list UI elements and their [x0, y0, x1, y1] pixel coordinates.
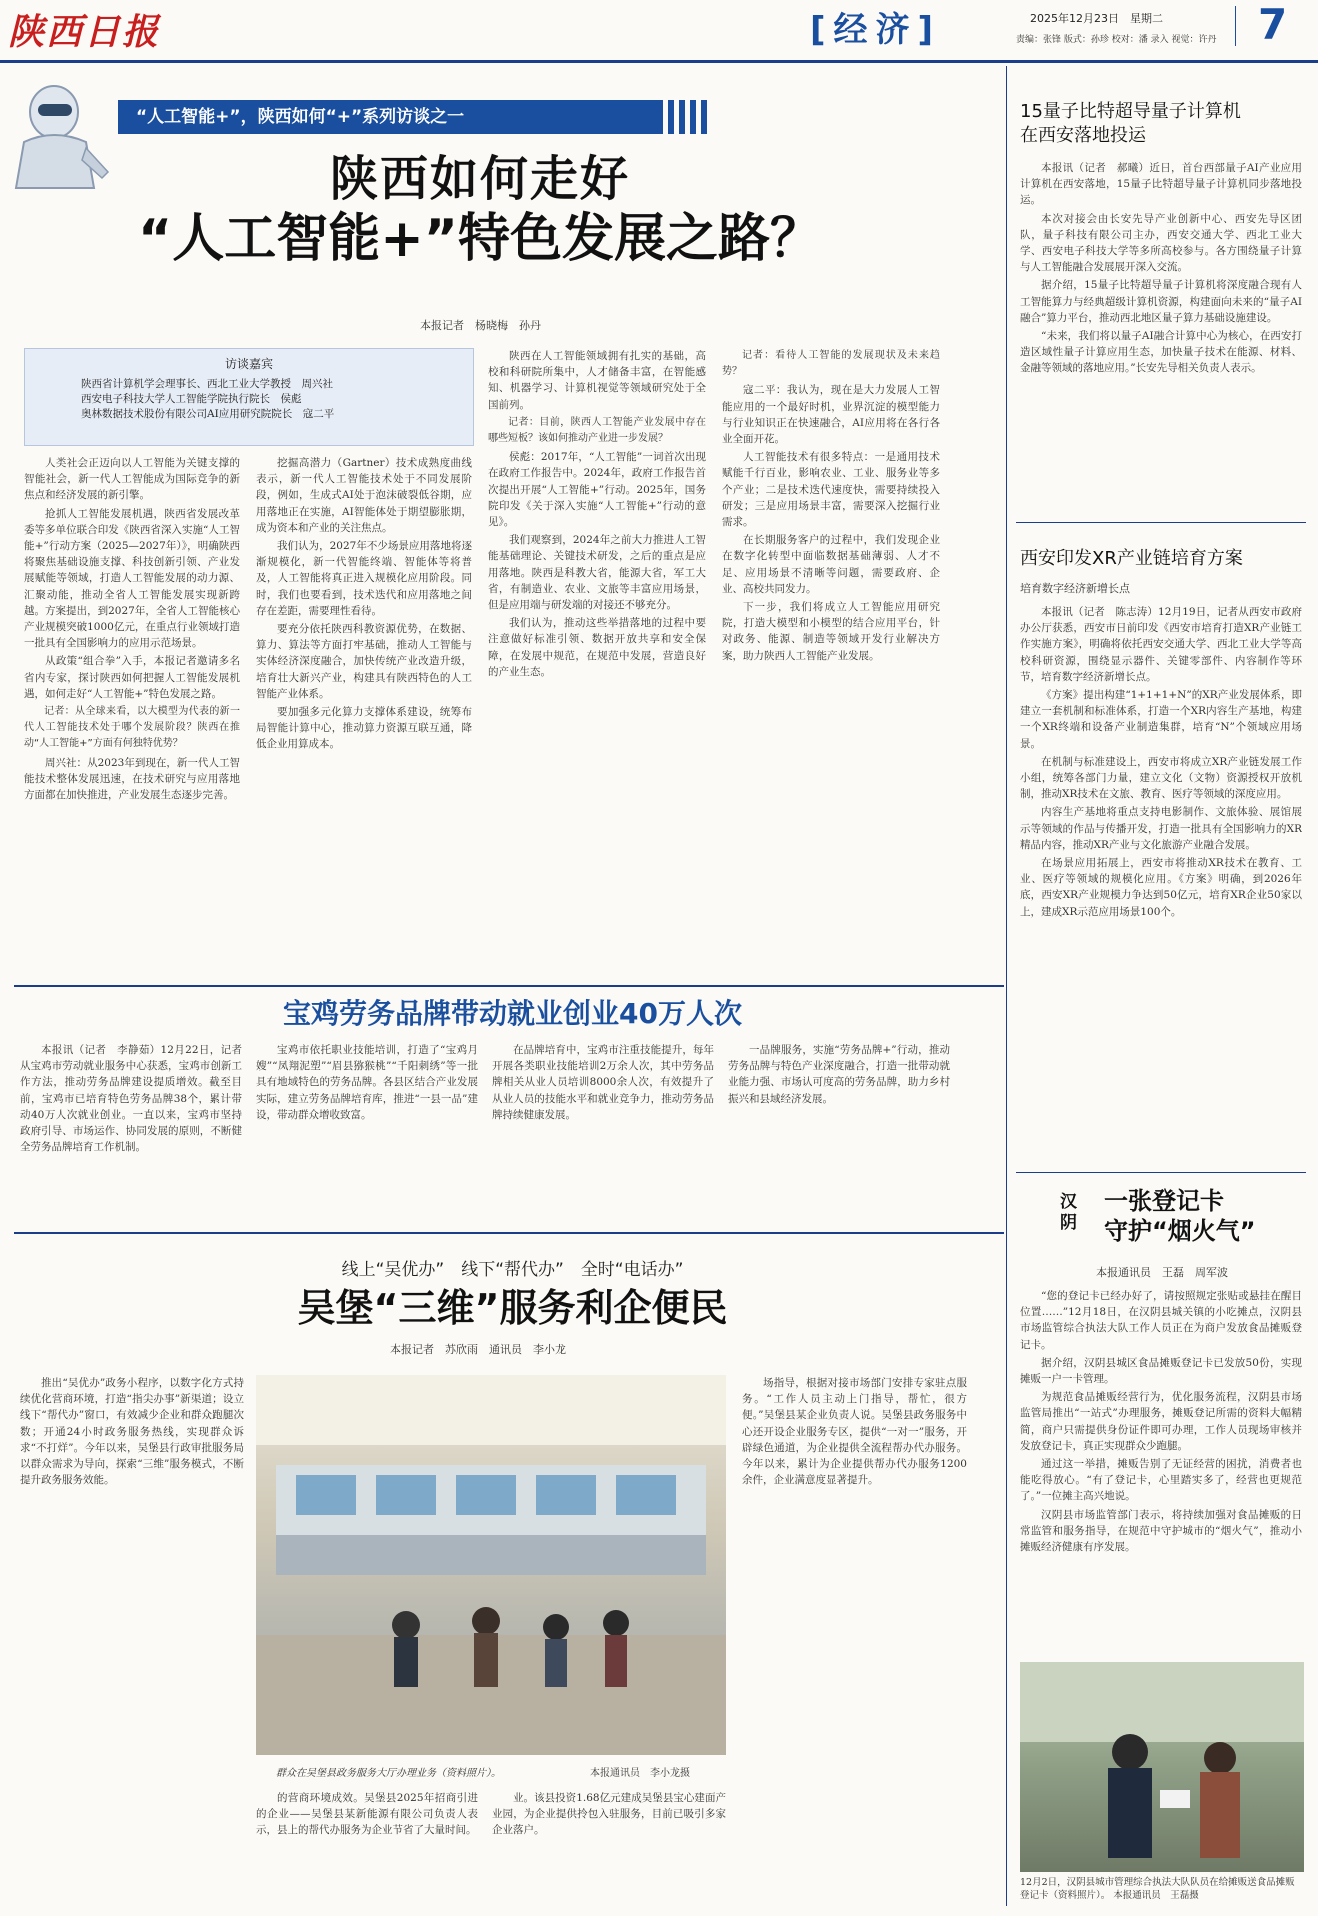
stripe	[679, 100, 685, 134]
article-paragraph: 《方案》提出构建“1+1+1+N”的XR产业发展体系，即建立一套机制和标准体系，打造一个XR内容生产基地，构建一个XR终端和设备产业制造集群，培育“N”个领域应用场景。	[1020, 689, 1302, 750]
stripe	[668, 100, 674, 134]
article-question: 记者：目前，陕西人工智能产业发展中存在哪些短板？该如何推动产业进一步发展？	[488, 416, 706, 445]
article-paragraph: “您的登记卡已经办好了，请按照规定张贴或悬挂在醒目位置……”12月18日，在汉阴县城关镇的小吃摊点，汉阴县市场监管综合执法大队工作人员正在为商户发放食品摊贩登记卡。	[1020, 1290, 1302, 1351]
wubao-column-2-bottom	[256, 1790, 478, 1905]
baoji-column-4	[728, 1042, 950, 1222]
photo-credit-text: 本报通讯员 王磊摄	[1113, 1890, 1199, 1901]
article-paragraph: 内容生产基地将重点支持电影制作、文旅体验、展馆展示等领域的作品与传播开发，打造一批具有全国影响力的XR精品内容，推动XR产业与文化旅游产业融合发展。	[1020, 806, 1302, 851]
article-paragraph: 要充分依托陕西科教资源优势，在数据、算力、算法等方面打牢基础，推动人工智能与实体经济深度融合，加快传统产业改造升级，培育壮大新兴产业，构建具有陕西特色的人工智能产业体系。	[256, 623, 472, 700]
hanyin-body	[1020, 1288, 1302, 1656]
series-banner	[118, 100, 663, 134]
article-paragraph: 我们观察到，2024年之前大力推进人工智能基础理论、关键技术研发，之后的重点是应用落地。陕西是科教大省，能源大省，军工大省，有制造业、农业、文旅等丰富应用场景，但是应用端与研发端的对接还不够充分。	[488, 534, 706, 612]
article-paragraph: 据介绍，汉阴县城区食品摊贩登记卡已发放50份，实现摊贩一户一卡管理。	[1020, 1356, 1302, 1386]
date-text: 2025年12月23日	[1030, 12, 1119, 25]
section-bracket-left: [	[810, 10, 834, 50]
masthead-rule	[0, 60, 1318, 63]
baoji-column-1	[20, 1042, 242, 1222]
lead-column-3	[488, 348, 706, 975]
article-paragraph: 场指导，根据对接市场部门安排专家驻点服务。“工作人员主动上门指导，帮忙，很方便。”吴堡县某企业负责人说。吴堡县政务服务中心还开设企业服务专区，提供“一对一”服务，开辟绿色通道，为企业提供全流程帮办代办服务。今年以来，累计为企业提供帮办代办服务1200余件，企业满意度显著提升。	[742, 1377, 967, 1487]
guests-heading: 访谈嘉宾	[224, 357, 273, 371]
article-paragraph: “未来，我们将以量子AI融合计算中心为核心，在西安打造区域性量子计算应用生态，加快量子技术在能源、材料、金融等领域的落地应用。”长安先导相关负责人表示。	[1020, 330, 1302, 375]
guest-item: 西安电子科技大学人工智能学院执行院长 侯彪	[81, 393, 302, 405]
hanyin-headline-line1: 一张登记卡	[1104, 1187, 1224, 1215]
article-paragraph: 在品牌培育中，宝鸡市注重技能提升，每年开展各类职业技能培训2万余人次，其中劳务品牌相关从业人员培训8000余人次，有效提升了从业人员的技能水平和就业竞争力，推动劳务品牌持续健康发展。	[492, 1044, 714, 1121]
article-question: 记者：从全球来看，以大模型为代表的新一代人工智能技术处于哪个发展阶段？陕西在推动“人工智能+”方面有何独特优势？	[24, 706, 240, 750]
place-name: 汉阴	[1060, 1192, 1077, 1233]
article-paragraph: 汉阴县市场监管部门表示，将持续加强对食品摊贩的日常监管和服务指导，在规范中守护城市的“烟火气”，推动小摊贩经济健康有序发展。	[1020, 1508, 1302, 1554]
hanyin-headline	[1104, 1186, 1256, 1246]
wubao-column-1	[20, 1375, 244, 1905]
section-name: 经济	[833, 10, 918, 50]
wubao-photo-credit: 本报通讯员 李小龙摄	[590, 1768, 690, 1779]
article-paragraph: 在机制与标准建设上，西安市将成立XR产业链发展工作小组，统筹各部门力量，建立文化（文物）资源授权开放机制，推动XR技术在文旅、教育、医疗等领域的深度应用。	[1020, 755, 1302, 801]
article-paragraph: 侯彪：2017年，“人工智能”一词首次出现在政府工作报告中。2024年，政府工作报告首次提出开展“人工智能+”行动。2025年，国务院印发《关于深入实施“人工智能+”行动的意见》。	[488, 451, 706, 529]
guests-box	[24, 348, 474, 446]
article-paragraph: 的营商环境成效。吴堡县2025年招商引进的企业——吴堡县某新能源有限公司负责人表示，县上的帮代办服务为企业节省了大量时间。	[256, 1792, 478, 1837]
hanyin-photo	[1020, 1662, 1304, 1872]
article-paragraph: 要加强多元化算力支撑体系建设，统筹布局智能计算中心，推动算力资源互联互通，降低企业用算成本。	[256, 706, 472, 751]
article-paragraph: 推出“吴优办”政务小程序，以数字化方式持续优化营商环境，打造“指尖办事”新渠道；设立线下“帮代办”窗口，有效减少企业和群众跑腿次数；开通24小时政务服务热线，实现群众诉求“不打烊”。今年以来，吴堡县行政审批服务局以群众需求为导向，探索“三维”服务模式，不断提升政务服务效能。	[20, 1377, 244, 1487]
article-paragraph: 下一步，我们将成立人工智能应用研究院，打造大模型和小模型的结合应用平台，针对政务、能源、制造等领域开发行业解决方案，助力陕西人工智能产业发展。	[722, 601, 940, 662]
photo-caption-text: 12月2日，汉阴县城市管理综合执法大队队员在给摊贩送食品摊贩登记卡（资料照片）。	[1020, 1877, 1295, 1901]
page-number: 7	[1258, 0, 1288, 49]
xr-body	[1020, 604, 1302, 1104]
wubao-column-4	[742, 1375, 967, 1905]
baoji-column-3	[492, 1042, 714, 1222]
wubao-byline: 本报记者 苏欣雨 通讯员 李小龙	[390, 1343, 566, 1356]
lead-headline-line1: 陕西如何走好	[329, 151, 630, 207]
quantum-headline-line2: 在西安落地投运	[1020, 125, 1146, 146]
robot-illustration	[4, 80, 114, 190]
article-paragraph: 本次对接会由长安先导产业创新中心、西安先导区团队，量子科技有限公司主办，西安交通大学、西北工业大学、西安电子科技大学等多所高校参与。各方围绕量子计算与人工智能融合发展展开深入交流。	[1020, 212, 1302, 274]
quantum-headline-line1: 15量子比特超导量子计算机	[1020, 101, 1241, 122]
issue-date	[1030, 10, 1163, 26]
wubao-kicker: 线上“吴优办” 线下“帮代办” 全时“电话办”	[341, 1260, 684, 1280]
article-paragraph: 本报讯（记者 陈志涛）12月19日，记者从西安市政府办公厅获悉，西安市日前印发《西安市培育打造XR产业链工作实施方案》，明确将依托西安交通大学、西北工业大学等高校科研资源，围绕显示器件、关键零部件、内容制作等环节，培育数字经济新增长点。	[1020, 606, 1302, 683]
lead-headline-line2: “人工智能+”特色发展之路？	[138, 209, 822, 269]
hanyin-byline: 本报通讯员 王磊 周军波	[1096, 1266, 1228, 1279]
baoji-headline: 宝鸡劳务品牌带动就业创业40万人次	[283, 997, 742, 1030]
article-paragraph: 宝鸡市依托职业技能培训，打造了“宝鸡月嫂”“凤翔泥塑”“眉县猕猴桃”“千阳刺绣”等一批具有地域特色的劳务品牌。各县区结合产业发展实际，建立劳务品牌培育库，推进“一县一品”建设，带动群众增收致富。	[256, 1044, 478, 1121]
page-divider	[1235, 6, 1236, 46]
article-paragraph: 从政策“组合拳”入手，本报记者邀请多名省内专家，探讨陕西如何把握人工智能发展机遇，如何走好“人工智能+”特色发展之路。	[24, 655, 240, 700]
article-paragraph: 据介绍，15量子比特超导量子计算机将深度融合现有人工智能算力与经典超级计算机资源，构建面向未来的“量子AI融合”算力平台，推动西北地区量子算力基础设施建设。	[1020, 279, 1302, 324]
series-banner-stripes	[668, 100, 708, 134]
section-rule	[14, 1232, 1004, 1234]
hanyin-place	[1060, 1192, 1082, 1234]
wubao-photo	[256, 1375, 726, 1755]
lead-headline	[110, 150, 850, 270]
hanyin-photo-caption	[1020, 1876, 1304, 1902]
baoji-column-2	[256, 1042, 478, 1222]
xr-headline: 西安印发XR产业链培育方案	[1020, 548, 1243, 569]
article-paragraph: 挖掘高潜力（Gartner）技术成熟度曲线表示，新一代人工智能技术处于不同发展阶段，例如，生成式AI处于泡沫破裂低谷期，应用落地正在实施，AI智能体处于期望膨胀期，成为资本和产业的关注焦点。	[256, 457, 472, 534]
lead-column-2	[256, 455, 472, 975]
section-badge	[810, 2, 941, 51]
guest-item: 奥林数据技术股份有限公司AI应用研究院院长 寇二平	[81, 408, 335, 420]
guests-list	[81, 377, 334, 422]
guest-item: 陕西省计算机学会理事长、西北工业大学教授 周兴社	[81, 378, 333, 390]
lead-byline: 本报记者 杨晓梅 孙丹	[420, 319, 541, 332]
article-paragraph: 人工智能技术有很多特点：一是通用技术赋能千行百业，影响农业、工业、服务业等多个产业；二是技术迭代速度快，需要持续投入研发；三是应用场景丰富，需要深入挖掘行业需求。	[722, 451, 940, 529]
hanyin-headline-line2: 守护“烟火气”	[1104, 1217, 1256, 1245]
article-paragraph: 为规范食品摊贩经营行为，优化服务流程，汉阴县市场监管局推出“一站式”办理服务，摊贩登记所需的资料大幅精简，商户只需提供身份证件即可办理，工作人员现场审核并发放登记卡，真正实现群众少跑腿。	[1020, 1391, 1302, 1452]
wubao-column-3-bottom	[492, 1790, 726, 1905]
stripe	[701, 100, 707, 134]
lead-column-1	[24, 455, 240, 975]
article-paragraph: 我们认为，2027年不少场景应用落地将逐渐规模化，新一代智能终端、智能体等将普及，人工智能将真正进入规模化应用阶段。同时，我们也要看到，技术迭代和应用落地之间存在差距，需要理性看待。	[256, 540, 472, 617]
article-paragraph: 在长期服务客户的过程中，我们发现企业在数字化转型中面临数据基础薄弱、人才不足、应用场景不清晰等问题，需要政府、企业、高校共同发力。	[722, 534, 940, 595]
article-paragraph: 在场景应用拓展上，西安市将推动XR技术在教育、工业、医疗等领域的规模化应用。《方案》明确，到2026年底，西安XR产业规模力争达到50亿元，培育XR企业50家以上，建成XR示范应用场景100个。	[1020, 857, 1302, 918]
article-paragraph: 我们认为，推动这些举措落地的过程中要注意做好标准引领、数据开放共享和安全保障，在发展中规范，在规范中发展，营造良好的产业生态。	[488, 617, 706, 678]
article-paragraph: 抢抓人工智能发展机遇，陕西省发展改革委等多单位联合印发《陕西省深入实施“人工智能+”行动方案（2025—2027年）》，明确陕西将聚焦基础设施支撑、科技创新引领、产业发展赋能等领域，打造人工智能发展的动力源、汇聚动能，推动全省人工智能发展实现新跨越。方案提出，到2027年，全省人工智能核心产业规模突破1000亿元，在重点行业领域打造一批具有全国影响力的应用示范场景。	[24, 507, 240, 650]
rail-rule	[1016, 522, 1306, 523]
series-banner-text: “人工智能+”，陕西如何“+”系列访谈之一	[136, 107, 465, 127]
xr-subtitle: 培育数字经济新增长点	[1020, 582, 1130, 595]
article-paragraph: 通过这一举措，摊贩告别了无证经营的困扰，消费者也能吃得放心。“有了登记卡，心里踏实多了，经营也更规范了。”一位摊主高兴地说。	[1020, 1458, 1302, 1503]
wubao-headline: 吴堡“三维”服务利企便民	[297, 1286, 728, 1330]
section-rule	[14, 985, 1004, 987]
stripe	[690, 100, 696, 134]
photo-caption-text: 群众在吴堡县政务服务大厅办理业务（资料照片）。	[276, 1768, 501, 1779]
article-paragraph: 本报讯（记者 李静茹）12月22日，记者从宝鸡市劳动就业服务中心获悉，宝鸡市创新工作方法，推动劳务品牌建设提质增效。截至目前，宝鸡市已培育特色劳务品牌38个，累计带动40万人次就业创业。一直以来，宝鸡市坚持政府引导、市场运作、协同发展的原则，不断健全劳务品牌培育工作机制。	[20, 1044, 242, 1154]
section-bracket-right: ]	[917, 10, 942, 50]
lead-column-4	[722, 348, 940, 975]
article-paragraph: 寇二平：我认为，现在是大力发展人工智能应用的一个最好时机，业界沉淀的模型能力与行业知识正在快速融合，AI应用将在各行各业全面开花。	[722, 384, 940, 446]
quantum-body	[1020, 160, 1302, 500]
article-question: 记者：看待人工智能的发展现状及未来趋势？	[722, 350, 940, 378]
rail-rule	[1016, 1172, 1306, 1173]
article-paragraph: 业。该县投资1.68亿元建成吴堡县宝心建面产业园，为企业提供拎包入驻服务，目前已吸引多家企业落户。	[492, 1792, 726, 1837]
article-paragraph: 人类社会正迈向以人工智能为关键支撑的智能社会，新一代人工智能成为国际竞争的新焦点和经济发展的新引擎。	[24, 457, 240, 502]
article-paragraph: 本报讯（记者 郝曦）近日，首台西部量子AI产业应用计算机在西安落地，15量子比特超导量子计算机同步落地投运。	[1020, 162, 1302, 207]
newspaper-logo: 陕西日报	[8, 11, 161, 53]
masthead	[0, 0, 1318, 60]
quantum-headline	[1020, 100, 1300, 148]
article-paragraph: 周兴社：从2023年到现在，新一代人工智能技术整体发展迅速，在技术研究与应用落地方面都在加快推进，产业发展生态逐步完善。	[24, 756, 240, 802]
article-paragraph: 一品牌服务，实施“劳务品牌+”行动，推动劳务品牌与特色产业深度融合，打造一批带动就业能力强、市场认可度高的劳务品牌，助力乡村振兴和县域经济发展。	[728, 1044, 950, 1105]
article-paragraph: 陕西在人工智能领域拥有扎实的基础，高校和科研院所集中，人才储备丰富，在智能感知、机器学习、计算机视觉等领域研究处于全国前列。	[488, 350, 706, 411]
weekday-text: 星期二	[1130, 12, 1163, 25]
column-divider-vertical	[1006, 66, 1007, 1906]
editors-line: 责编：张锋 版式：孙珍 校对：潘 录入 视觉：许丹	[1016, 35, 1217, 45]
